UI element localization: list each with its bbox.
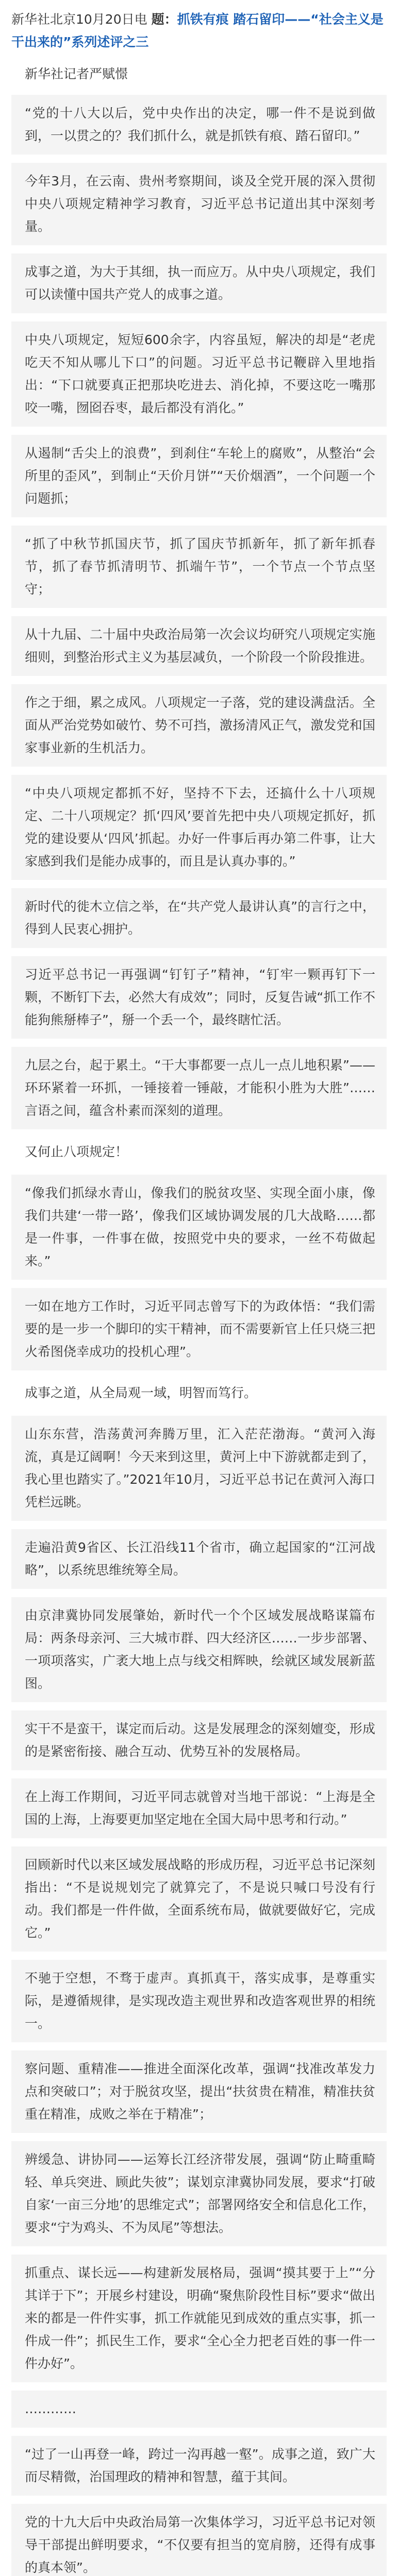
paragraph-block (11, 435, 387, 517)
paragraph-block (11, 2504, 387, 2576)
paragraph-block (11, 2391, 387, 2428)
paragraph-block (11, 2255, 387, 2382)
paragraph-text: 党的十九大后中央政治局第一次集体学习，习近平总书记对领导干部提出鲜明要求，“不仅要有担当的宽肩膀，还得有成事的真本领”。 (25, 2515, 375, 2575)
paragraph-text: 实干不是蛮干，谋定而后动。这是发展理念的深刻嬗变，形成的是紧密衔接、融合互动、优势互补的发展格局。 (25, 1721, 375, 1759)
paragraph-block (11, 1175, 387, 1280)
paragraph-block (11, 95, 387, 155)
paragraph-block (11, 2436, 387, 2496)
paragraph-text: 又何止八项规定！ (25, 1144, 128, 1159)
paragraph-block (11, 1416, 387, 1521)
paragraph-text: 不驰于空想，不骛于虚声。真抓真干，落实成事，是尊重实际，是遵循规律，是实现改造主观世界和改造客观世界的相统一。 (25, 1971, 375, 2031)
paragraph-block (11, 2141, 387, 2246)
paragraph-text: 成事之道，从全局观一域，明智而笃行。 (25, 1385, 257, 1400)
paragraph-block (11, 526, 387, 608)
paragraph-block (11, 321, 387, 427)
paragraph-block (11, 253, 387, 313)
paragraph-text: 辨缓急、讲协同——运筹长江经济带发展，强调“防止畸重畸轻、单兵突进、顾此失彼”；谋划京津冀协同发展，要求“打破自家‘一亩三分地’的思维定式”；部署网络安全和信息化工作，要求“宁为鸡头、不为凤尾”等想法。 (25, 2152, 375, 2235)
paragraph-text: 从十九届、二十届中央政治局第一次会议均研究八项规定实施细则，到整治形式主义为基层减负，一个阶段一个阶段推进。 (25, 627, 375, 665)
paragraph-block (11, 1379, 387, 1408)
paragraph-block (11, 163, 387, 245)
paragraph-block (11, 684, 387, 767)
paragraph-text: 在上海工作期间，习近平同志就曾对当地干部说：“上海是全国的上海，上海要更加坚定地在全国大局中思考和行动。” (25, 1789, 375, 1827)
paragraph-block (11, 775, 387, 880)
paragraph-block (11, 1597, 387, 1702)
paragraph-text: 山东东营，浩荡黄河奔腾万里，汇入茫茫渤海。“黄河入海流，真是辽阔啊！今天来到这里，黄河上中下游就都走到了，我心里也踏实了。”2021年10月，习近平总书记在黄河入海口凭栏远眺。 (25, 1427, 375, 1510)
paragraph-text: 一如在地方工作时，习近平同志曾写下的为政体悟：“我们需要的是一步一个脚印的实干精神，而不需要新官上任只烧三把火希图侥幸成功的投机心理”。 (25, 1299, 375, 1359)
paragraph-block (11, 1047, 387, 1129)
paragraph-block (11, 1846, 387, 1952)
headline (11, 8, 387, 54)
headline-title: 抓铁有痕 踏石留印——“社会主义是干出来的”系列述评之三 (11, 12, 384, 49)
paragraph-block (11, 616, 387, 676)
paragraph-block (11, 888, 387, 948)
byline: 新华社记者严赋憬 (25, 66, 128, 81)
paragraph-block (11, 1710, 387, 1770)
paragraph-text: 九层之台，起于累土。“干大事都要一点儿一点儿地积累”——环环紧着一环抓，一锤接着一锤敲，才能积小胜为大胜”……言语之间，蕴含朴素而深刻的道理。 (25, 1058, 375, 1118)
headline-label: 题： (151, 12, 177, 27)
paragraph-block (11, 1960, 387, 2042)
paragraph-block (11, 1529, 387, 1589)
paragraph-text: 走遍沿黄9省区、长江沿线11个省市，确立起国家的“江河战略”，以系统思维统筹全局。 (25, 1540, 375, 1578)
paragraph-text: “像我们抓绿水青山，像我们的脱贫攻坚、实现全面小康，像我们共建‘一带一路’，像我们区域协调发展的几大战略……都是一件事，一件事在做，按照党中央的要求，一丝不苟做起来。” (25, 1185, 375, 1268)
paragraph-text: “过了一山再登一峰，跨过一沟再越一壑”。成事之道，致广大而尽精微，治国理政的精神和智慧，蕴于其间。 (25, 2447, 375, 2484)
paragraph-block (11, 1138, 387, 1166)
paragraph-text: 成事之道，为大于其细，执一而应万。从中央八项规定，我们可以读懂中国共产党人的成事之道。 (25, 264, 375, 302)
paragraph-text: 回顾新时代以来区域发展战略的形成历程，习近平总书记深刻指出：“不是说规划完了就算完了，不是说只喊口号没有行动。我们都是一件件做，全面系统布局，做就要做好它，完成它。” (25, 1857, 375, 1940)
paragraph-text: ………… (25, 2401, 76, 2416)
paragraph-block (11, 1778, 387, 1838)
paragraph-text: 作之于细，累之成风。八项规定一子落，党的建设满盘活。全面从严治党势如破竹、势不可挡，激扬清风正气，激发党和国家事业新的生机活力。 (25, 695, 375, 755)
paragraph-text: 抓重点、谋长远——构建新发展格局，强调“摸其要于上”“分其详于下”；开展乡村建设，明确“聚焦阶段性目标”要求“做出来的都是一件件实事，抓工作就能见到成效的重点实事，抓一件成一件”；抓民生工作，要求“全心全力把老百姓的事一件一件办好”。 (25, 2265, 375, 2371)
paragraph-text: 今年3月，在云南、贵州考察期间，谈及全党开展的深入贯彻中央八项规定精神学习教育，习近平总书记道出其中深刻考量。 (25, 174, 375, 234)
paragraph-text: 从遏制“舌尖上的浪费”，到刹住“车轮上的腐败”，从整治“会所里的歪风”，到制止“天价月饼”“天价烟酒”，一个问题一个问题抓； (25, 446, 375, 506)
paragraph-block (11, 1288, 387, 1370)
article-body (11, 95, 387, 2576)
paragraph-text: 由京津冀协同发展肇始，新时代一个个区域发展战略谋篇布局：两条母亲河、三大城市群、四大经济区……一步步部署、一项项落实，广袤大地上点与线交相辉映，绘就区域发展新蓝图。 (25, 1608, 375, 1691)
paragraph-block (11, 2050, 387, 2133)
paragraph-text: “中央八项规定都抓不好，坚持不下去，还搞什么十八项规定、二十八项规定？抓‘四风’要首先把中央八项规定抓好，抓党的建设要从‘四风’抓起。办好一件事后再办第二件事，让大家感到我们是能办成事的，而且是认真办事的。” (25, 786, 375, 869)
paragraph-text: 中央八项规定，短短600余字，内容虽短，解决的却是“老虎吃天不知从哪儿下口”的问题。习近平总书记鞭辟入里地指出：“下口就要真正把那块吃进去、消化掉，不要这吃一嘴那咬一嘴，囫囵吞枣，最后都没有消化。” (25, 332, 375, 415)
paragraph-text: 察问题、重精准——推进全面深化改革，强调“找准改革发力点和突破口”；对于脱贫攻坚，提出“扶贫贵在精准，精准扶贫重在精准，成败之举在于精准”； (25, 2061, 375, 2122)
paragraph-text: 新时代的徙木立信之举，在“共产党人最讲认真”的言行之中，得到人民衷心拥护。 (25, 899, 375, 937)
paragraph-text: 习近平总书记一再强调“钉钉子”精神，“钉牢一颗再钉下一颗，不断钉下去，必然大有成效”；同时，反复告诫“抓工作不能狗熊掰棒子”，掰一个丢一个，最终瞎忙活。 (25, 967, 375, 1027)
paragraph-text: “抓了中秋节抓国庆节，抓了国庆节抓新年，抓了新年抓春节，抓了春节抓清明节、抓端午节”，一个节点一个节点坚守； (25, 536, 375, 597)
paragraph-text: “党的十八大以后，党中央作出的决定，哪一件不是说到做到，一以贯之的？我们抓什么，就是抓铁有痕、踏石留印。” (25, 106, 375, 143)
paragraph-block (11, 956, 387, 1039)
dateline: 新华社北京10月20日电 (11, 12, 147, 27)
